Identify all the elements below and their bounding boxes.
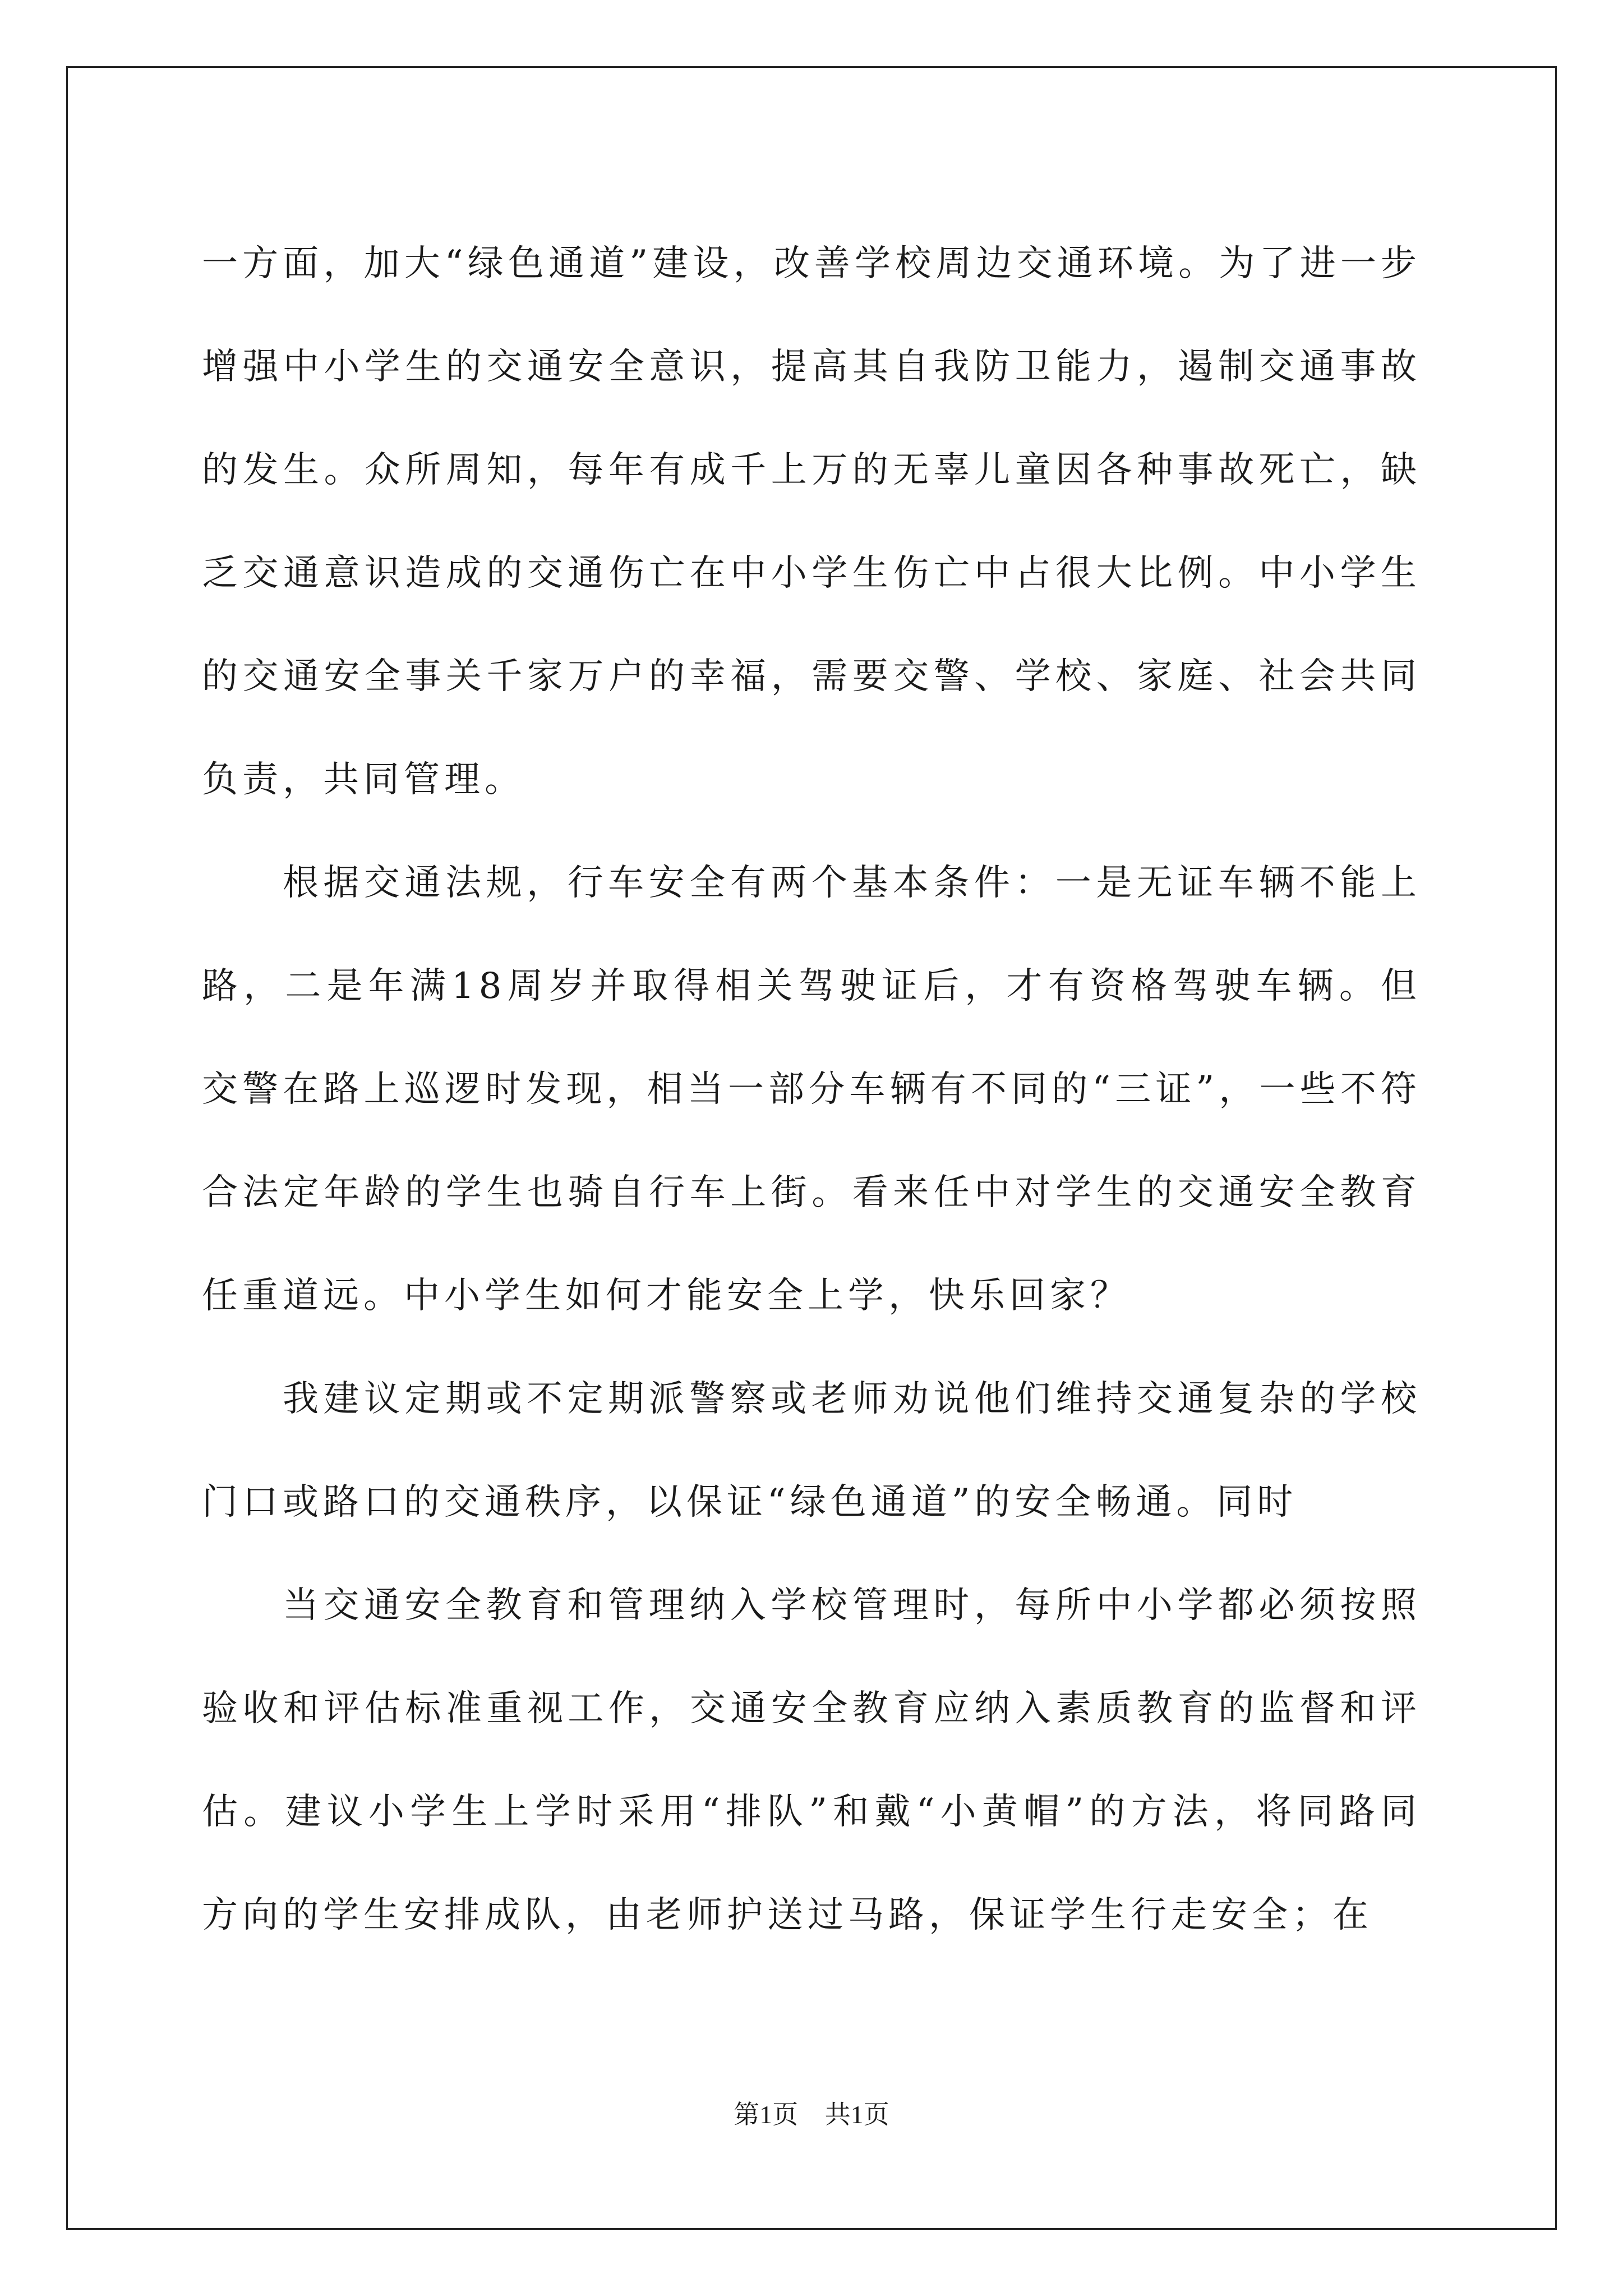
paragraph-3: 我建议定期或不定期派警察或老师劝说他们维持交通复杂的学校门口或路口的交通秩序，以保证“绿色通道”的安全畅通。同时 xyxy=(202,1378,1421,1523)
page-footer xyxy=(0,2098,1623,2132)
document-body xyxy=(202,212,1421,1967)
page-number-current: 第1页 xyxy=(734,2100,799,2129)
paragraph-4: 当交通安全教育和管理纳入学校管理时，每所中小学都必须按照验收和评估标准重视工作，交通安全教育应纳入素质教育的监督和评估。建议小学生上学时采用“排队”和戴“小黄帽”的方法，将同路同方向的学生安排成队，由老师护送过马路，保证学生行走安全；在 xyxy=(202,1585,1421,1936)
paragraph-2: 根据交通法规，行车安全有两个基本条件：一是无证车辆不能上路，二是年满18周岁并取得相关驾驶证后，才有资格驾驶车辆。但交警在路上巡逻时发现，相当一部分车辆有不同的“三证”，一些不符合法定年龄的学生也骑自行车上街。看来任中对学生的交通安全教育任重道远。中小学生如何才能安全上学，快乐回家？ xyxy=(202,862,1421,1317)
page-number-total: 共1页 xyxy=(824,2100,889,2129)
paragraph-1: 一方面，加大“绿色通道”建设，改善学校周边交通环境。为了进一步增强中小学生的交通安全意识，提高其自我防卫能力，遏制交通事故的发生。众所周知，每年有成千上万的无辜儿童因各种事故死亡，缺乏交通意识造成的交通伤亡在中小学生伤亡中占很大比例。中小学生的交通安全事关千家万户的幸福，需要交警、学校、家庭、社会共同负责，共同管理。 xyxy=(202,243,1421,800)
